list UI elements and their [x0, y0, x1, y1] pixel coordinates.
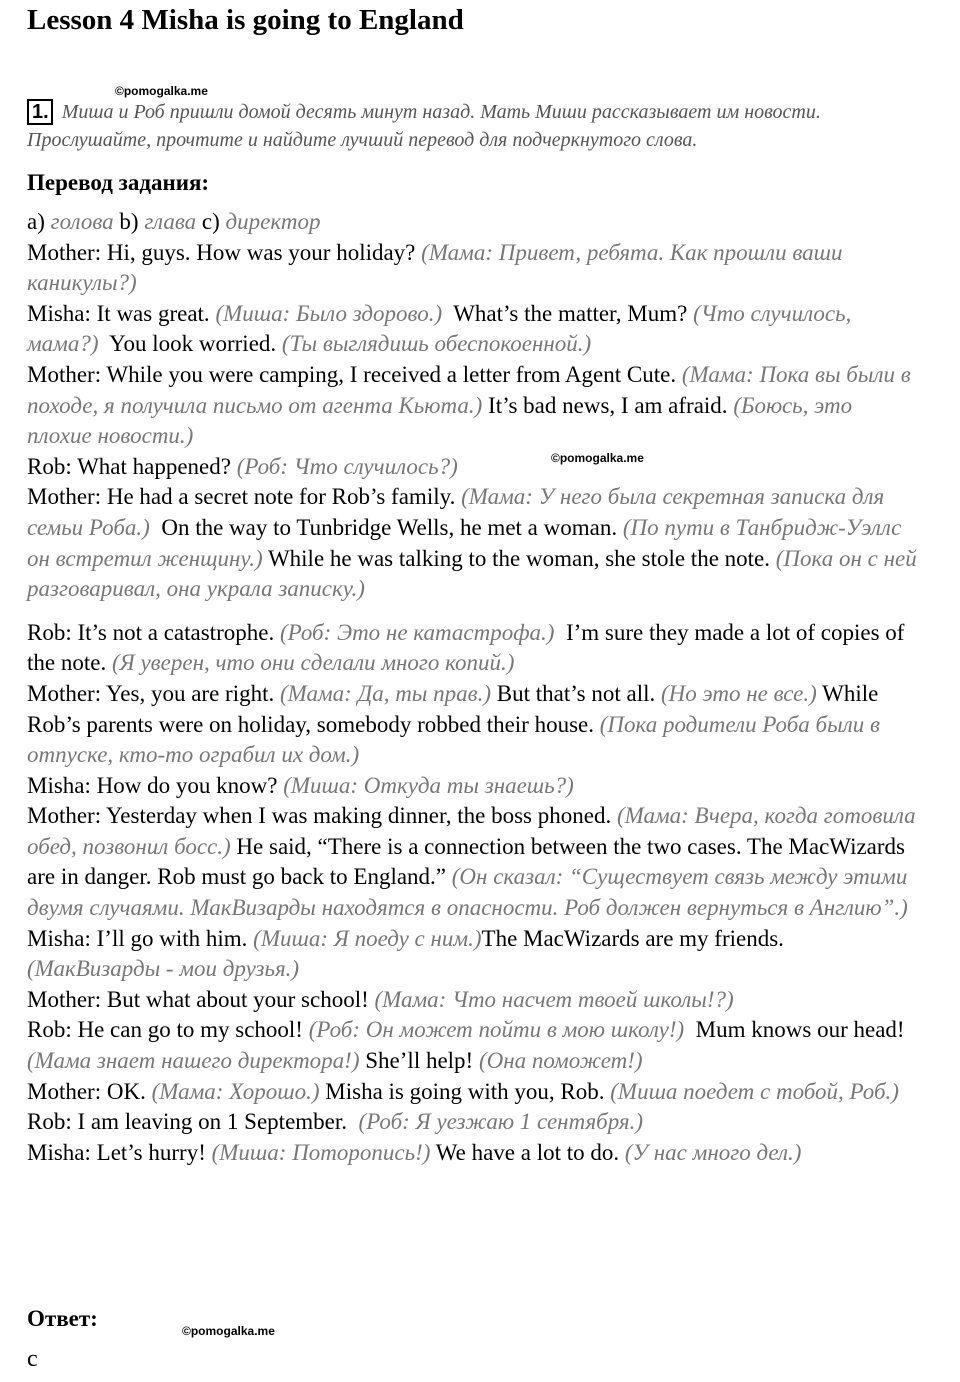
lesson-title: Lesson 4 Misha is going to England: [27, 4, 464, 36]
dialogue-paragraph: [27, 1015, 922, 1076]
dialogue-line-ru: (Мама: Хорошо.): [151, 1078, 320, 1104]
dialogue-paragraph: [27, 679, 922, 771]
dialogue-line-en: Mother: Hi, guys. How was your holiday?: [27, 239, 416, 265]
option-a-text: голова: [50, 209, 114, 234]
dialogue-line-en: But that’s not all.: [496, 680, 656, 706]
dialogue-line-en: Mother: But what about your school!: [27, 986, 369, 1012]
dialogue-paragraph: [27, 1138, 922, 1169]
dialogue-paragraph: [27, 299, 922, 360]
translation-heading: Перевод задания:: [27, 170, 210, 195]
dialogue-line-ru: (Мама: Вчера, когда готовила обед, позвонил босс.): [27, 803, 916, 859]
dialogue-line-ru: (Мама: Что насчет твоей школы!?): [374, 986, 734, 1012]
dialogue-line-ru: (Миша: Было здорово.): [215, 300, 443, 326]
dialogue-paragraph: [27, 482, 922, 604]
dialogue-paragraph: [27, 238, 922, 299]
watermark: ©pomogalka.me: [115, 84, 208, 98]
option-c-label: c): [201, 209, 220, 234]
dialogue-paragraph: [27, 801, 922, 923]
dialogue-line-en: Mother: OK.: [27, 1078, 146, 1104]
dialogue-line-ru: (Роб: Он может пойти в мою школу!): [308, 1017, 685, 1043]
dialogue-line-ru: (Миша: Поторопись!): [211, 1139, 431, 1165]
dialogue-line-ru: (Роб: Что случилось?): [236, 453, 458, 479]
answer-heading: Ответ:: [27, 1306, 98, 1331]
dialogue-line-en: Mother: Yesterday when I was making dinner, the boss phoned.: [27, 803, 612, 829]
dialogue-line-ru: (Роб: Это не катастрофа.): [279, 619, 555, 645]
dialogue-line-ru: (По пути в Танбридж-Уэллс он встретил женщину.): [27, 514, 902, 571]
dialogue-line-en: Misha is going with you, Rob.: [325, 1078, 605, 1104]
dialogue-paragraph: [27, 771, 922, 802]
dialogue-line-ru: (Мама: У него была секретная записка для семьи Роба.): [27, 484, 885, 540]
dialogue-line-en: Misha: Let’s hurry!: [27, 1139, 206, 1165]
dialogue-line-en: Mother: He had a secret note for Rob’s family.: [27, 484, 456, 510]
watermark: ©pomogalka.me: [551, 451, 644, 465]
option-b-label: b): [119, 209, 139, 234]
dialogue-line-ru: (Она поможет!): [478, 1048, 643, 1074]
answer-options: [27, 207, 922, 238]
dialogue-paragraph: [27, 1107, 922, 1138]
dialogue-paragraph: [27, 985, 922, 1016]
dialogue-line-en: Misha: It was great.: [27, 300, 210, 326]
dialogue-line-en: The MacWizards are my friends.: [481, 925, 784, 951]
dialogue-line-ru: (Мама: Да, ты прав.): [279, 680, 492, 706]
dialogue-paragraph: [27, 1077, 922, 1108]
dialogue-line-ru: (Мама: Пока вы были в походе, я получила письмо от агента Кьюта.): [27, 361, 911, 418]
dialogue-line-ru: (Пока он с ней разговаривал, она украла записку.): [27, 545, 917, 602]
dialogue-line-ru: (Ты выглядишь обеспокоенной.): [281, 331, 592, 357]
option-c-text: директор: [225, 209, 321, 234]
dialogue-line-ru: (Пока родители Роба были в отпуске, кто-то ограбил их дом.): [27, 711, 880, 768]
answer-value: c: [27, 1346, 38, 1372]
dialogue-line-en: Mother: While you were camping, I received a letter from Agent Cute.: [27, 361, 677, 387]
dialogue-line-en: Misha: How do you know?: [27, 772, 278, 798]
dialogue-line-en: I’m sure they made a lot of copies of the note.: [27, 619, 905, 676]
dialogue-line-en: Mother: Yes, you are right.: [27, 680, 275, 706]
dialogue-line-en: It’s bad news, I am afraid.: [488, 392, 728, 418]
dialogue-line-ru: (Миша: Я поеду с ним.): [253, 925, 482, 951]
dialogue-line-en: You look worried.: [109, 331, 277, 357]
dialogue-line-en: Rob: It’s not a catastrophe.: [27, 619, 275, 645]
dialogue-line-en: On the way to Tunbridge Wells, he met a woman.: [161, 514, 618, 540]
dialogue-line-en: While he was talking to the woman, she stole the note.: [267, 545, 770, 571]
dialogue-paragraph: [27, 924, 922, 985]
dialogue-line-ru: (Миша: Откуда ты знаешь?): [283, 772, 574, 798]
task-instruction: [27, 98, 907, 154]
dialogue-line-ru: (Что случилось, мама?): [27, 300, 852, 357]
dialogue-line-ru: (Но это не все.): [660, 680, 817, 706]
dialogue-line-en: Rob: He can go to my school!: [27, 1017, 303, 1043]
dialogue-paragraph: [27, 618, 922, 679]
dialogue-line-en: Misha: I’ll go with him.: [27, 925, 248, 951]
dialogue-line-en: Rob: I am leaving on 1 September.: [27, 1109, 348, 1135]
dialogue-line-ru: (Боюсь, это плохие новости.): [27, 392, 853, 449]
dialogue-line-ru: (Миша поедет с тобой, Роб.): [610, 1078, 899, 1104]
watermark: ©pomogalka.me: [182, 1324, 275, 1338]
option-b-text: глава: [144, 209, 197, 234]
task-number: 1.: [27, 99, 53, 125]
dialogue-line-ru: (Роб: Я уезжаю 1 сентября.): [358, 1109, 644, 1135]
dialogue-line-ru: (Мама знает нашего директора!): [27, 1048, 360, 1074]
dialogue-line-en: She’ll help!: [365, 1048, 474, 1074]
dialogue-line-ru: (МакВизарды - мои друзья.): [27, 956, 300, 982]
dialogue-line-en: Rob: What happened?: [27, 453, 231, 479]
task-text: Миша и Роб пришли домой десять минут назад. Мать Миши рассказывает им новости. Прослушайте, прочтите и найдите лучший перевод для подчеркнутого слова.: [27, 101, 821, 151]
dialogue-line-ru: (У нас много дел.): [624, 1139, 802, 1165]
dialogue-line-en: He said, “There is a connection between the two cases. The MacWizards are in danger. Rob must go back to England.”: [27, 833, 905, 890]
dialogue-text: [27, 207, 922, 1168]
dialogue-paragraph: [27, 360, 922, 452]
dialogue-line-en: We have a lot to do.: [435, 1139, 620, 1165]
dialogue-line-en: What’s the matter, Mum?: [453, 300, 688, 326]
dialogue-line-en: Mum knows our head!: [695, 1017, 905, 1043]
dialogue-line-ru: (Я уверен, что они сделали много копий.): [111, 650, 515, 676]
option-a-label: a): [27, 209, 45, 234]
dialogue-line-ru: (Мама: Привет, ребята. Как прошли ваши каникулы?): [27, 239, 843, 296]
dialogue-paragraph: [27, 452, 922, 483]
dialogue-line-en: While Rob’s parents were on holiday, somebody robbed their house.: [27, 680, 879, 737]
dialogue-line-ru: (Он сказал: “Существует связь между этими двумя случаями. МакВизарды находятся в опасности. Роб должен вернуться в Англию”.): [27, 864, 908, 921]
